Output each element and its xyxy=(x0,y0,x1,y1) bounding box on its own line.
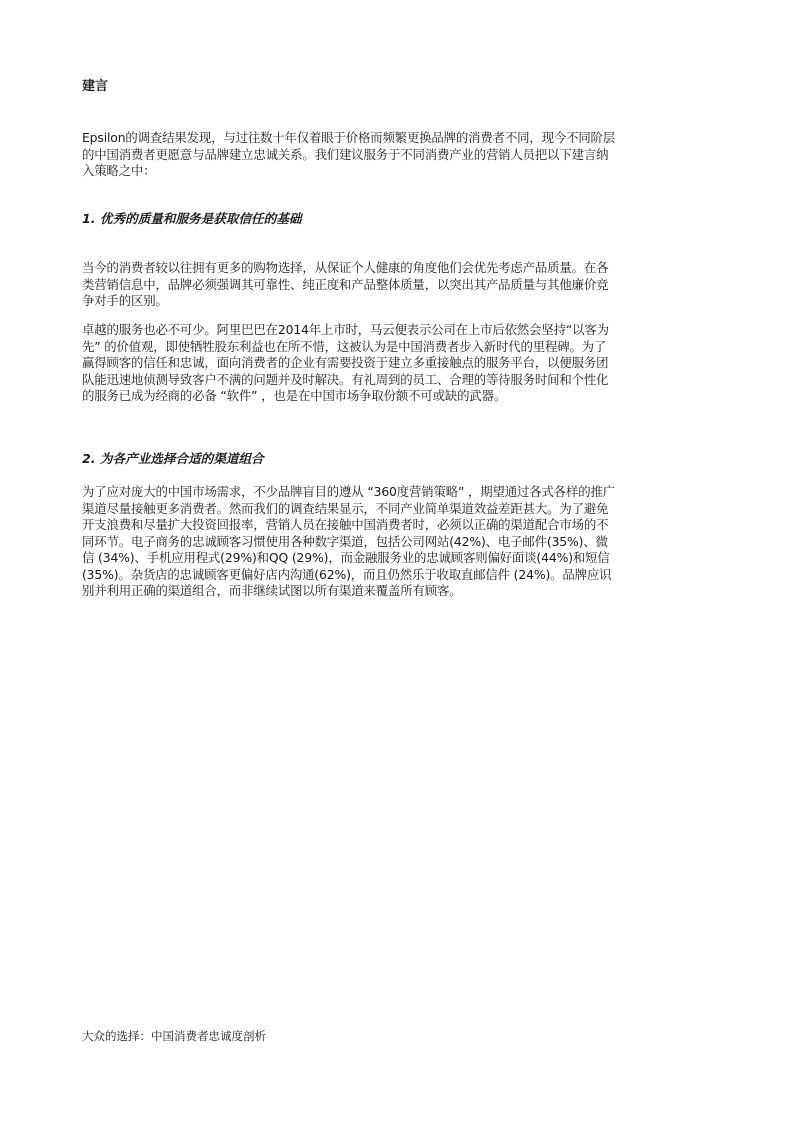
page-title: 建言 xyxy=(82,79,109,94)
intro-paragraph: Epsilon的调查结果发现，与过往数十年仅着眼于价格而频繁更换品牌的消费者不同，现今不同阶层的中国消费者更愿意与品牌建立忠诚关系。我们建议服务于不同消费产业的营销人员把以下建言纳入策略之中： xyxy=(82,130,616,178)
section-1-paragraph-1: 当今的消费者较以往拥有更多的购物选择，从保证个人健康的角度他们会优先考虑产品质量。在各类营销信息中，品牌必须强调其可靠性、纯正度和产品整体质量，以突出其产品质量与其他廉价竞争对手的区别。 xyxy=(82,260,609,308)
section-2-heading: 2. 为各产业选择合适的渠道组合 xyxy=(82,451,264,466)
page-footer: 大众的选择：中国消费者忠诚度剖析 xyxy=(82,1029,266,1043)
section-1-heading: 1. 优秀的质量和服务是获取信任的基础 xyxy=(82,211,302,226)
section-2-paragraph-1: 为了应对庞大的中国市场需求，不少品牌盲目的遵从 “360度营销策略” ，期望通过各式各样的推广渠道尽量接触更多消费者。然而我们的调查结果显示，不同产业简单渠道效益差距甚大。为了避免开支浪费和尽量扩大投资回报率，营销人员在接触中国消费者时，必须以正确的渠道配合市场的不同环节。电子商务的忠诚顾客习惯使用各种数字渠道，包括公司网站(42%)、电子邮件(35%)、微信 (34%)、手机应用程式(29%)和QQ (29%)，而金融服务业的忠诚顾客则偏好面谈(44%)和短信(35%)。杂货店的忠诚顾客更偏好店内沟通(62%)，而且仍然乐于收取直邮信件 (24%)。品牌应识别并利用正确的渠道组合，而非继续试图以所有渠道来覆盖所有顾客。 xyxy=(82,484,615,598)
section-1-paragraph-2: 卓越的服务也必不可少。阿里巴巴在2014年上市时，马云便表示公司在上市后依然会坚持“以客为先” 的价值观，即使牺牲股东利益也在所不惜，这被认为是中国消费者步入新时代的里程碑。为了赢得顾客的信任和忠诚，面向消费者的企业有需要投资于建立多重接触点的服务平台，以便服务团队能迅速地侦测导致客户不满的问题并及时解决。有礼周到的员工、合理的等待服务时间和个性化的服务已成为经商的必备 “软件” ，也是在中国市场争取份额不可或缺的武器。 xyxy=(82,322,609,403)
